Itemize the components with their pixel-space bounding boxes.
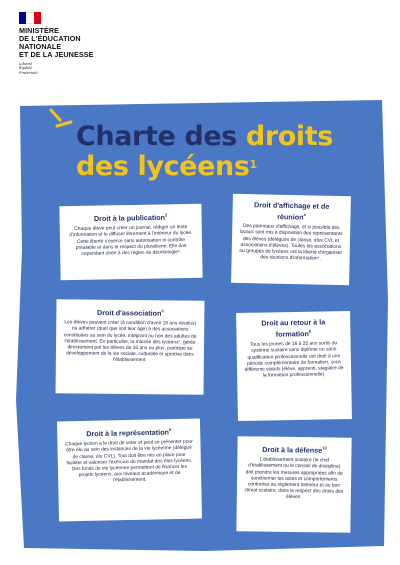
card-text: Les élèves peuvent créer (à condition d'avoir 16 ans révolus) ou adhérer (quel que soit leur âge) à des associations constituées au sein du lycée, intégrant ou non des adultes de l'établissement. En particulier, la maison des lycéens⁷, gérée directement par les élèves de 16 ans ou plus, participe au développement de la vie sociale, culturelle et sportive dans l'établissement. — [63, 320, 197, 364]
republic-flag-logo — [19, 12, 41, 24]
ministry-line: NATIONALE — [19, 42, 62, 51]
republic-motto — [19, 62, 38, 75]
motto-line: Liberté — [19, 62, 33, 66]
card-association-right — [56, 299, 205, 395]
title-part-1: Charte des — [76, 121, 246, 152]
title-part-2: droits — [245, 121, 333, 152]
motto-line: Égalité — [19, 66, 32, 71]
card-defense-right — [236, 436, 351, 533]
card-posting-meeting-right — [231, 194, 351, 285]
card-text: Des panneaux d'affichage, et si possible des locaux sont mis à disposition des représentants des élèves (délégués de classe, élus CVL et associations d'élèves). Toutes les associations ou groupes de lycéens ont la liberté d'organiser des réunions d'information⁵. — [239, 224, 343, 262]
card-title: Droit à la défense$^{10}$ — [262, 444, 327, 455]
card-text: Chaque lycéen a le droit de voter et peut se présenter pour être élu au sein des instances de la vie lycéenne (délégué de classe, élu CVL). Tout doit être mis en place pour faciliter et valoriser l'exercice du mandat des élus lycéens. Des fonds de vie lycéenne permettent de financer les projets lycéens, aux niveaux académique et de l'établissement. — [65, 440, 193, 484]
spark-decoration-icon — [47, 106, 75, 130]
card-text: Tous les jeunes de 16 à 25 ans sortis du système scolaire sans diplôme ou sans qualification professionnelle ont droit à une période complémentaire de formation, sous différents statuts (élève, apprenti, stagiaire de la formation professionnelle). — [244, 341, 344, 379]
card-title: Droit au retour à la formation$^8$ — [261, 317, 326, 339]
poster-title — [76, 122, 333, 182]
card-title: Droit d'affichage et de réunion$^4$ — [254, 200, 330, 222]
card-return-to-training-right — [236, 311, 352, 421]
motto-line: Fraternité — [19, 70, 38, 75]
ministry-line: DE L'ÉDUCATION — [19, 34, 81, 43]
card-title: Droit à la publication$^2$ — [93, 212, 168, 224]
card-title: Droit à la représentation$^9$ — [86, 427, 172, 439]
title-footnote: 1 — [249, 158, 257, 171]
card-publication-right — [59, 204, 202, 280]
card-text: Chaque élève peut créer un journal, rédiger un texte d'information et le diffuser librement à l'intérieur du lycée. Cette liberté s'exerce sans autorisation ni contrôle préalable et dans le respect du pluralisme. Elle doit cependant obéir à des règles de déontologie³. — [69, 225, 193, 257]
ministry-line: MINISTÈRE — [19, 26, 60, 35]
ministry-line: ET DE LA JEUNESSE — [19, 50, 94, 59]
card-representation-right — [57, 419, 202, 522]
title-part-3: des lycéens — [76, 151, 250, 182]
card-text: L'établissement scolaire (le chef d'établissement ou le conseil de discipline) doit prendre les mesures appropriées afin de sanctionner les actes et comportements contraires au règlement intérieur et au bon climat scolaire, dans le respect des droits des élèves. — [244, 457, 344, 501]
ministry-name — [19, 27, 94, 59]
card-title: Droit d'association$^6$ — [96, 308, 164, 318]
